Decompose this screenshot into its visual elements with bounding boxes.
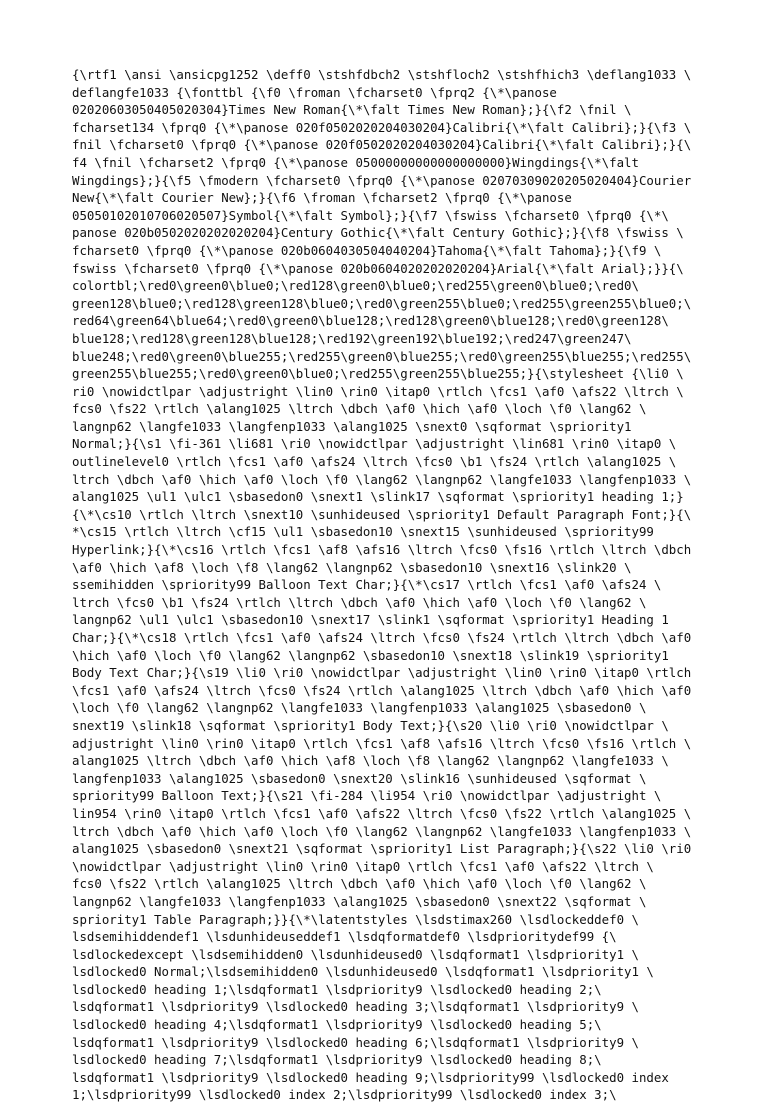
text-line: fnil \fcharset0 \fprq0 {\*\panose 020f0502020204030204}Calibri{\*\falt Calibri};}{\ bbox=[72, 137, 692, 153]
text-line: lsdqformat1 \lsdpriority9 \lsdlocked0 heading 9;\lsdpriority99 \lsdlocked0 index bbox=[72, 1069, 669, 1085]
text-line: panose 020b0502020202020204}Century Gothic{\*\falt Century Gothic};}{\f8 \fswiss \ bbox=[72, 225, 684, 241]
text-line: ri0 \nowidctlpar \adjustright \lin0 \rin0 \itap0 \rtlch \fcs1 \af0 \afs22 \ltrch \ bbox=[72, 383, 684, 399]
text-line: \af0 \hich \af8 \loch \f8 \lang62 \langnp62 \sbasedon10 \snext16 \slink20 \ bbox=[72, 559, 632, 575]
text-line: \fcs1 \af0 \afs24 \ltrch \fcs0 \fs24 \rtlch \alang1025 \ltrch \dbch \af0 \hich \af0 bbox=[72, 682, 692, 698]
text-line: langfenp1033 \alang1025 \sbasedon0 \snext20 \slink16 \sunhideused \sqformat \ bbox=[72, 770, 647, 786]
text-line: fcs0 \fs22 \rtlch \alang1025 \ltrch \dbch \af0 \hich \af0 \loch \f0 \lang62 \ bbox=[72, 401, 647, 417]
text-line: green255\blue255;\red0\green0\blue0;\red255\green255\blue255;}{\stylesheet {\li0 \ bbox=[72, 366, 684, 382]
text-line: alang1025 \ul1 \ulc1 \sbasedon0 \snext1 \slink17 \sqformat \spriority1 heading 1;} bbox=[72, 489, 684, 505]
text-line: ltrch \fcs0 \b1 \fs24 \rtlch \ltrch \dbch \af0 \hich \af0 \loch \f0 \lang62 \ bbox=[72, 594, 647, 610]
text-line: langnp62 \ul1 \ulc1 \sbasedon10 \snext17 \slink1 \sqformat \spriority1 Heading 1 bbox=[72, 612, 669, 628]
text-line: \loch \f0 \lang62 \langnp62 \langfe1033 \langfenp1033 \alang1025 \sbasedon0 \ bbox=[72, 700, 647, 716]
text-line: langnp62 \langfe1033 \langfenp1033 \alang1025 \sbasedon0 \snext22 \sqformat \ bbox=[72, 893, 647, 909]
text-line: outlinelevel0 \rtlch \fcs1 \af0 \afs24 \ltrch \fcs0 \b1 \fs24 \rtlch \alang1025 \ bbox=[72, 454, 677, 470]
text-line: lsdlockedexcept \lsdsemihidden0 \lsdunhideused0 \lsdqformat1 \lsdpriority1 \ bbox=[72, 946, 639, 962]
text-line: colortbl;\red0\green0\blue0;\red128\green0\blue0;\red255\green0\blue0;\red0\ bbox=[72, 278, 639, 294]
text-line: blue248;\red0\green0\blue255;\red255\green0\blue255;\red0\green255\blue255;\red255\ bbox=[72, 348, 692, 364]
text-line: lsdlocked0 heading 4;\lsdqformat1 \lsdpriority9 \lsdlocked0 heading 5;\ bbox=[72, 1017, 602, 1033]
text-line: ltrch \dbch \af0 \hich \af0 \loch \f0 \lang62 \langnp62 \langfe1033 \langfenp1033 \ bbox=[72, 471, 692, 487]
text-line: Wingdings};}{\f5 \fmodern \fcharset0 \fprq0 {\*\panose 02070309020205020404}Courier bbox=[72, 172, 692, 188]
text-line: lsdlocked0 heading 7;\lsdqformat1 \lsdpriority9 \lsdlocked0 heading 8;\ bbox=[72, 1052, 602, 1068]
text-line: snext19 \slink18 \sqformat \spriority1 Body Text;}{\s20 \li0 \ri0 \nowidctlpar \ bbox=[72, 717, 669, 733]
text-line: fcs0 \fs22 \rtlch \alang1025 \ltrch \dbch \af0 \hich \af0 \loch \f0 \lang62 \ bbox=[72, 876, 647, 892]
text-line: Normal;}{\s1 \fi-361 \li681 \ri0 \nowidctlpar \adjustright \lin681 \rin0 \itap0 \ bbox=[72, 436, 677, 452]
text-line: blue128;\red128\green128\blue128;\red192\green192\blue192;\red247\green247\ bbox=[72, 330, 632, 346]
text-line: lin954 \rin0 \itap0 \rtlch \fcs1 \af0 \afs22 \ltrch \fcs0 \fs22 \rtlch \alang1025 \ bbox=[72, 805, 692, 821]
text-line: lsdsemihiddendef1 \lsdunhideuseddef1 \lsdqformatdef0 \lsdprioritydef99 {\ bbox=[72, 929, 617, 945]
text-line: lsdlocked0 Normal;\lsdsemihidden0 \lsdunhideused0 \lsdqformat1 \lsdpriority1 \ bbox=[72, 964, 654, 980]
text-line: fswiss \fcharset0 \fprq0 {\*\panose 020b0604020202020204}Arial{\*\falt Arial};}}{\ bbox=[72, 260, 684, 276]
text-line: fcharset0 \fprq0 {\*\panose 020b0604030504040204}Tahoma{\*\falt Tahoma};}{\f9 \ bbox=[72, 242, 662, 258]
text-line: red64\green64\blue64;\red0\green0\blue128;\red128\green0\blue128;\red0\green128\ bbox=[72, 313, 669, 329]
text-line: deflangfe1033 {\fonttbl {\f0 \froman \fcharset0 \fprq2 {\*\panose bbox=[72, 84, 557, 100]
text-line: \hich \af0 \loch \f0 \lang62 \langnp62 \sbasedon10 \snext18 \slink19 \spriority1 bbox=[72, 647, 669, 663]
text-line: \nowidctlpar \adjustright \lin0 \rin0 \itap0 \rtlch \fcs1 \af0 \afs22 \ltrch \ bbox=[72, 858, 654, 874]
text-line: adjustright \lin0 \rin0 \itap0 \rtlch \fcs1 \af8 \afs16 \ltrch \fcs0 \fs16 \rtlch \ bbox=[72, 735, 692, 751]
text-line: 02020603050405020304}Times New Roman{\*\falt Times New Roman};}{\f2 \fnil \ bbox=[72, 102, 632, 118]
text-line: Body Text Char;}{\s19 \li0 \ri0 \nowidctlpar \adjustright \lin0 \rin0 \itap0 \rtlch bbox=[72, 665, 692, 681]
text-line: alang1025 \ltrch \dbch \af0 \hich \af8 \loch \f8 \lang62 \langnp62 \langfe1033 \ bbox=[72, 753, 669, 769]
text-line: Char;}{\*\cs18 \rtlch \fcs1 \af0 \afs24 \ltrch \fcs0 \fs24 \rtlch \ltrch \dbch \af0 bbox=[72, 630, 692, 645]
text-line: lsdqformat1 \lsdpriority9 \lsdlocked0 heading 3;\lsdqformat1 \lsdpriority9 \ bbox=[72, 999, 639, 1015]
text-line: ltrch \dbch \af0 \hich \af0 \loch \f0 \lang62 \langnp62 \langfe1033 \langfenp1033 \ bbox=[72, 823, 692, 839]
text-line: lsdlocked0 heading 1;\lsdqformat1 \lsdpriority9 \lsdlocked0 heading 2;\ bbox=[72, 981, 602, 997]
text-line: {\*\cs10 \rtlch \ltrch \snext10 \sunhideused \spriority1 Default Paragraph Font;}{\ bbox=[72, 506, 692, 522]
text-line: fcharset134 \fprq0 {\*\panose 020f0502020204030204}Calibri{\*\falt Calibri};}{\f3 \ bbox=[72, 119, 692, 135]
text-line: spriority99 Balloon Text;}{\s21 \fi-284 \li954 \ri0 \nowidctlpar \adjustright \ bbox=[72, 788, 662, 804]
text-line: green128\blue0;\red128\green128\blue0;\red0\green255\blue0;\red255\green255\blue0;\ bbox=[72, 295, 692, 311]
text-line: spriority1 Table Paragraph;}}{\*\latentstyles \lsdstimax260 \lsdlockeddef0 \ bbox=[72, 911, 639, 927]
text-line: 1;\lsdpriority99 \lsdlocked0 index 2;\lsdpriority99 \lsdlocked0 index 3;\ bbox=[72, 1087, 617, 1103]
text-line: alang1025 \sbasedon0 \snext21 \sqformat \spriority1 List Paragraph;}{\s22 \li0 \ri0 bbox=[72, 841, 692, 857]
text-line: {\rtf1 \ansi \ansicpg1252 \deff0 \stshfdbch2 \stshfloch2 \stshfhich3 \deflang1033 \ bbox=[72, 67, 692, 82]
text-line: 05050102010706020507}Symbol{\*\falt Symbol};}{\f7 \fswiss \fcharset0 \fprq0 {\*\ bbox=[72, 207, 669, 223]
text-line: f4 \fnil \fcharset2 \fprq0 {\*\panose 05000000000000000000}Wingdings{\*\falt bbox=[72, 154, 639, 170]
text-line: langnp62 \langfe1033 \langfenp1033 \alang1025 \snext0 \sqformat \spriority1 bbox=[72, 418, 632, 434]
text-line: New{\*\falt Courier New};}{\f6 \froman \fcharset2 \fprq0 {\*\panose bbox=[72, 190, 572, 206]
text-line: lsdqformat1 \lsdpriority9 \lsdlocked0 heading 6;\lsdqformat1 \lsdpriority9 \ bbox=[72, 1034, 639, 1050]
text-line: *\cs15 \rtlch \ltrch \cf15 \ul1 \sbasedon10 \snext15 \sunhideused \spriority99 bbox=[72, 524, 654, 540]
rtf-source-text bbox=[72, 66, 712, 1104]
text-line: Hyperlink;}{\*\cs16 \rtlch \fcs1 \af8 \afs16 \ltrch \fcs0 \fs16 \rtlch \ltrch \dbch bbox=[72, 542, 692, 558]
text-line: ssemihidden \spriority99 Balloon Text Char;}{\*\cs17 \rtlch \fcs1 \af0 \afs24 \ bbox=[72, 577, 662, 593]
